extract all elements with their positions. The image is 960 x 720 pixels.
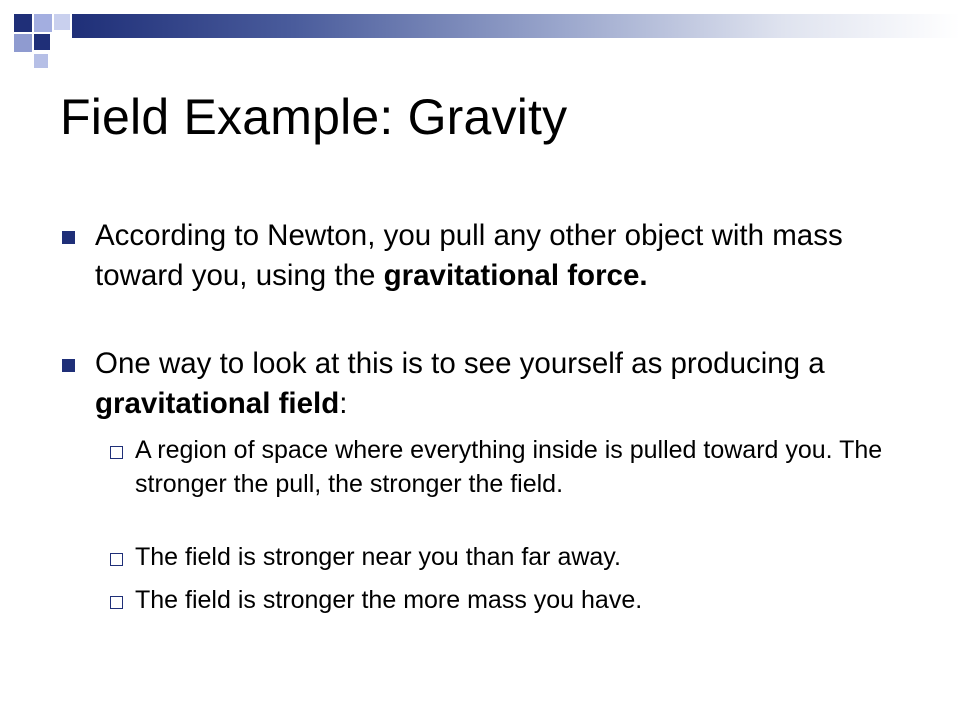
bullet-text-1 xyxy=(95,216,895,296)
sub-bullet-marker xyxy=(110,446,123,459)
bullet-marker xyxy=(62,231,75,244)
deco-square xyxy=(54,14,70,30)
sub-bullet-text-1: A region of space where everything inside is pulled toward you. The stronger the pull, the stronger the field. xyxy=(135,436,883,498)
sub-bullet-text-2: The field is stronger near you than far away. xyxy=(135,543,621,571)
bullet-text-2 xyxy=(95,344,895,424)
header-gradient-bar xyxy=(72,14,960,38)
bullet-text-bold: gravitational force. xyxy=(383,259,648,292)
sub-bullet-marker xyxy=(110,596,123,609)
deco-square xyxy=(14,14,32,32)
slide-title: Field Example: Gravity xyxy=(60,89,568,145)
deco-square xyxy=(14,34,32,52)
deco-square xyxy=(34,34,50,50)
bullet-text-bold: gravitational field xyxy=(95,387,340,420)
sub-bullet-text-3: The field is stronger the more mass you have. xyxy=(135,586,643,614)
sub-bullet-marker xyxy=(110,553,123,566)
bullet-marker xyxy=(62,359,75,372)
deco-square xyxy=(34,54,48,68)
bullet-text-plain: One way to look at this is to see yourself as producing a xyxy=(95,347,825,380)
bullet-text-plain: According to Newton, you pull any other object with mass toward you, using the xyxy=(95,219,843,292)
deco-square xyxy=(34,14,52,32)
bullet-text-plain: : xyxy=(339,387,348,420)
